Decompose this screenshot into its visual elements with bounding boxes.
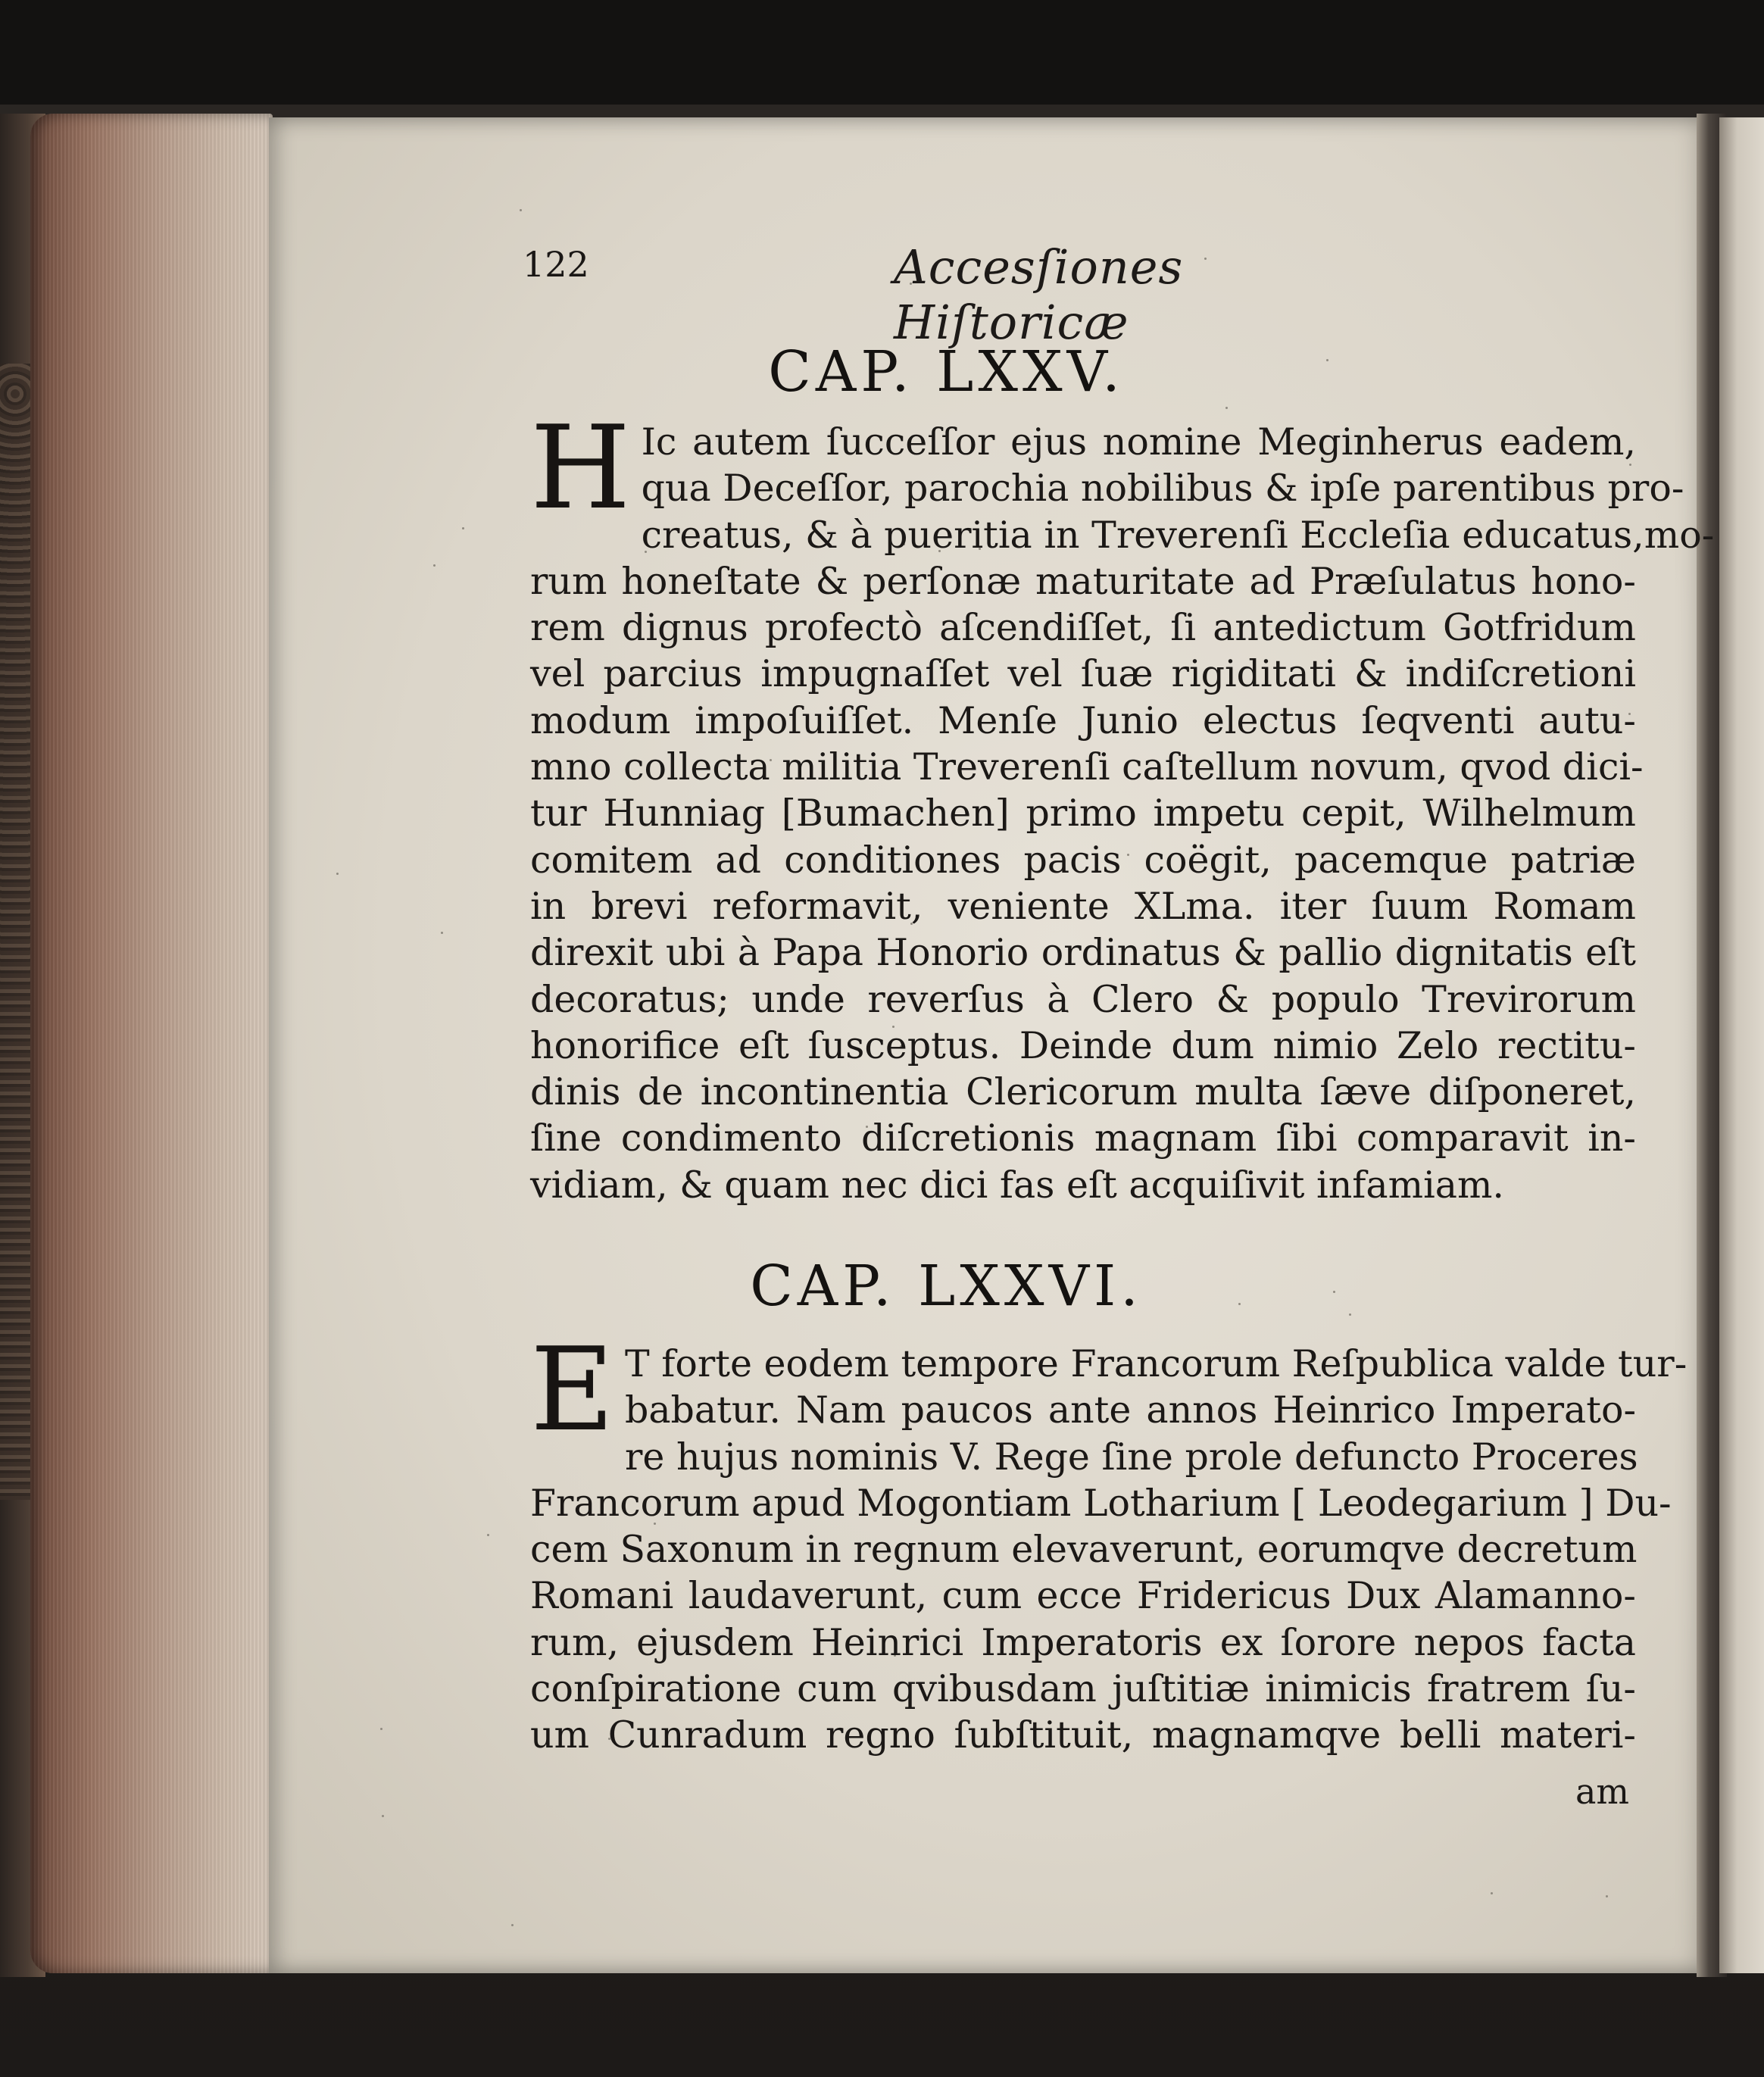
text-line: creatus, & à pueritia in Treverenſi Eccleſia educatus,mo- <box>641 513 1715 557</box>
paper-speck <box>1491 1892 1493 1894</box>
text-line: re hujus nominis V. Rege ſine prole defuncto Proceres <box>624 1435 1638 1479</box>
text-line: conſpiratione cum qvibusdam juſtitiæ inimicis fratrem ſu- <box>530 1667 1636 1711</box>
catchword: am <box>1575 1771 1630 1812</box>
text-line: um Cunradum regno ſubſtituit, magnamqve belli materi- <box>530 1713 1636 1757</box>
text-line: rem dignus profectò aſcendiſſet, ſi antedictum Gotfridum <box>530 606 1636 650</box>
text-line: rum, ejusdem Heinrici Imperatoris ex ſorore nepos facta <box>530 1620 1636 1664</box>
page-header <box>523 239 1416 350</box>
text-line: Ic autem ſucceſſor ejus nomine Meginherus eadem, <box>641 420 1636 464</box>
chapter-text <box>530 1323 1688 1759</box>
chapter-text <box>530 401 1715 1208</box>
running-head: Accesſiones Hiſtoricæ <box>894 239 1184 350</box>
paper-speck <box>462 527 464 529</box>
text-line: qua Deceſſor, parochia nobilibus & ipſe parentibus pro- <box>641 467 1684 511</box>
text-line: T forte eodem tempore Francorum Reſpublica valde tur- <box>624 1342 1688 1385</box>
text-line: comitem ad conditiones pacis coëgit, pacemque patriæ <box>530 838 1636 882</box>
text-line: modum impoſuiſſet. Menſe Junio electus ſeqventi autu- <box>530 698 1636 742</box>
text-line: dinis de incontinentia Clericorum multa ſæve diſponeret, <box>530 1070 1636 1114</box>
paper-speck <box>487 1534 489 1536</box>
text-line: Francorum apud Mogontiam Lotharium [ Leodegarium ] Du- <box>530 1481 1672 1525</box>
text-line: direxit ubi à Papa Honorio ordinatus & pallio dignitatis eſt <box>530 931 1636 975</box>
paper-speck <box>1606 1895 1608 1897</box>
chapter-title: CAP. LXXV. <box>768 339 1125 404</box>
text-line: in brevi reformavit, veniente XLma. iter ſuum Romam <box>530 884 1636 928</box>
text-line: cem Saxonum in regnum elevaverunt, eorumqve decretum <box>530 1528 1638 1572</box>
drop-cap: H <box>530 401 631 535</box>
text-line: vidiam, & quam nec dici fas eſt acquiſivit infamiam. <box>530 1163 1505 1207</box>
page-number: 122 <box>523 244 589 285</box>
paper-speck <box>382 1815 384 1817</box>
text-line: ſine condimento diſcretionis magnam ſibi comparavit in- <box>530 1117 1636 1160</box>
paper-speck <box>511 1924 514 1926</box>
text-line: honorifice eſt ſusceptus. Deinde dum nimio Zelo rectitu- <box>530 1023 1636 1067</box>
paper-speck <box>520 209 522 211</box>
text-line: vel parcius impugnaſſet vel ſuæ rigiditati & indiſcretioni <box>530 652 1636 696</box>
text-line: Romani laudaverunt, cum ecce Fridericus Dux Alamanno- <box>530 1574 1636 1618</box>
paper-speck <box>380 1728 382 1730</box>
paper-speck <box>433 564 436 567</box>
text-line: babatur. Nam paucos ante annos Heinrico Imperato- <box>624 1388 1636 1432</box>
paper-speck <box>441 932 443 934</box>
paper-speck <box>336 873 339 875</box>
drop-cap: E <box>530 1323 614 1457</box>
text-line: tur Hunniag [Bumachen] primo impetu cepit, Wilhelmum <box>530 792 1636 835</box>
text-line: mno collecta militia Treverenſi caſtellum novum, qvod dici- <box>530 745 1644 789</box>
chapter-title: CAP. LXXVI. <box>750 1254 1143 1319</box>
paper-speck <box>1225 407 1228 409</box>
text-line: decoratus; unde reverſus à Clero & populo Trevirorum <box>530 977 1636 1021</box>
text-line: rum honeſtate & perſonæ maturitate ad Præſulatus hono- <box>530 559 1636 603</box>
